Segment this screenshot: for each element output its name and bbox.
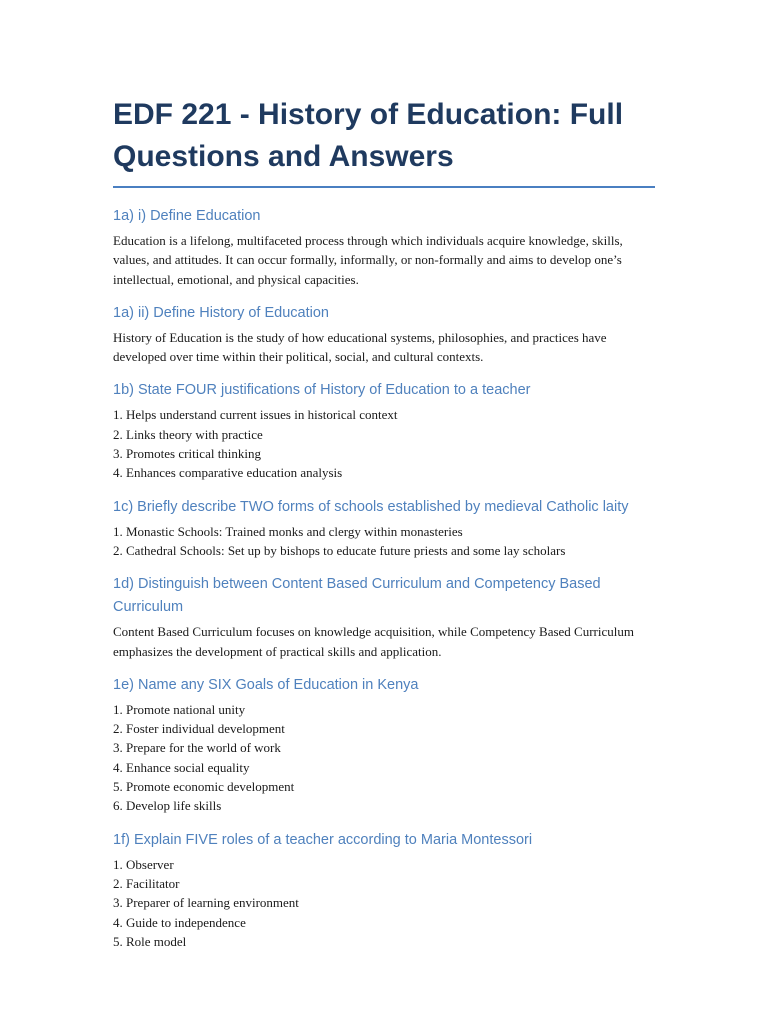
- section-1f: [113, 829, 655, 951]
- question-heading: 1c) Briefly describe TWO forms of schools established by medieval Catholic laity: [113, 498, 629, 515]
- question-heading: 1e) Name any SIX Goals of Education in Kenya: [113, 676, 419, 693]
- question-heading: 1f) Explain FIVE roles of a teacher according to Maria Montessori: [113, 831, 533, 848]
- list-item: 3. Prepare for the world of work: [113, 740, 281, 756]
- question-heading: 1b) State FOUR justifications of History of Education to a teacher: [113, 382, 531, 399]
- section-1a-i: [113, 205, 655, 289]
- list-item: 2. Facilitator: [113, 875, 180, 891]
- answer-text: Education is a lifelong, multifaceted process through which individuals acquire knowledge, skills, values, and attitudes. It can occur formally, informally, or non-formally and aims to develop one’s intellectual, emotional, and physical capacities.: [113, 233, 623, 287]
- list-item: 3. Preparer of learning environment: [113, 895, 299, 911]
- answer-list: [113, 522, 655, 561]
- question-heading: 1a) ii) Define History of Education: [113, 304, 329, 321]
- list-item: 1. Observer: [113, 856, 174, 872]
- section-1b: [113, 379, 655, 482]
- list-item: 2. Cathedral Schools: Set up by bishops to educate future priests and some lay scholars: [113, 542, 566, 558]
- question-heading: 1d) Distinguish between Content Based Curriculum and Competency Based Curriculum: [113, 576, 601, 616]
- list-item: 5. Role model: [113, 933, 187, 949]
- question-heading: 1a) i) Define Education: [113, 208, 261, 224]
- list-item: 4. Enhance social equality: [113, 759, 250, 775]
- answer-list: [113, 855, 655, 951]
- section-1c: [113, 496, 655, 561]
- document-page: [113, 94, 655, 951]
- answer-text: Content Based Curriculum focuses on knowledge acquisition, while Competency Based Curriculum emphasizes the development of practical skills and application.: [113, 624, 634, 659]
- list-item: 1. Monastic Schools: Trained monks and clergy within monasteries: [113, 523, 463, 539]
- list-item: 6. Develop life skills: [113, 798, 222, 814]
- list-item: 5. Promote economic development: [113, 779, 295, 795]
- list-item: 2. Links theory with practice: [113, 426, 263, 442]
- answer-text: History of Education is the study of how educational systems, philosophies, and practices have developed over time within their political, social, and cultural contexts.: [113, 329, 607, 365]
- answer-list: [113, 700, 655, 816]
- list-item: 1. Helps understand current issues in historical context: [113, 407, 398, 423]
- list-item: 4. Enhances comparative education analysis: [113, 465, 343, 481]
- section-1d: [113, 573, 655, 661]
- document-title: EDF 221 - History of Education: Full Questions and Answers: [113, 94, 655, 188]
- section-1e: [113, 674, 655, 816]
- section-1a-ii: [113, 302, 655, 367]
- list-item: 1. Promote national unity: [113, 701, 246, 717]
- list-item: 4. Guide to independence: [113, 914, 246, 930]
- answer-list: [113, 405, 655, 482]
- list-item: 2. Foster individual development: [113, 721, 285, 737]
- list-item: 3. Promotes critical thinking: [113, 446, 262, 462]
